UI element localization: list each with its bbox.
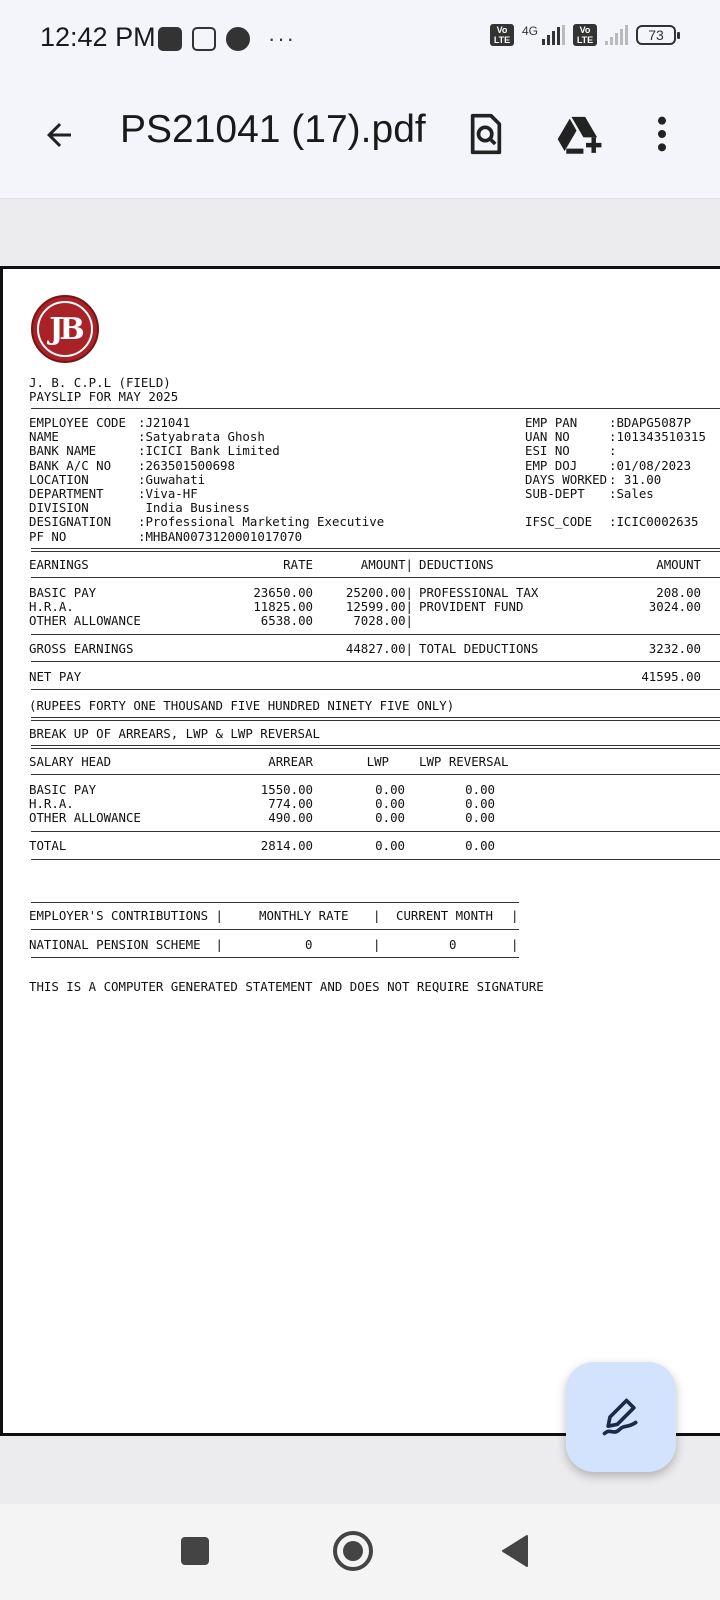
- detail-value: :MHBAN0073120001017070: [138, 528, 303, 544]
- breakup-total-reversal: 0.00: [465, 838, 495, 853]
- deduction-amount: 208.00: [656, 585, 701, 600]
- divider: [31, 689, 720, 690]
- divider: [31, 929, 519, 930]
- detail-label: DEPARTMENT: [29, 486, 104, 501]
- recents-button[interactable]: [170, 1526, 220, 1576]
- nps-monthly-rate: 0: [305, 937, 313, 952]
- deduction-amount-header: AMOUNT: [656, 557, 701, 572]
- monthly-rate-header: MONTHLY RATE: [259, 908, 349, 923]
- divider: [31, 577, 720, 578]
- divider: [31, 717, 720, 721]
- detail-value: :ICICI Bank Limited: [138, 443, 280, 459]
- current-month-header: CURRENT MONTH: [396, 908, 493, 923]
- breakup-lwp: 0.00: [375, 796, 405, 812]
- detail-value: :263501500698: [138, 457, 235, 473]
- net-pay-in-words: (RUPEES FORTY ONE THOUSAND FIVE HUNDRED NINETY FIVE ONLY): [29, 698, 455, 713]
- earning-name: H.R.A.: [29, 599, 74, 615]
- detail-value: :J21041: [138, 415, 191, 430]
- employer-contributions-header: EMPLOYER'S CONTRIBUTIONS |: [29, 908, 223, 923]
- earning-rate: 11825.00: [253, 599, 313, 615]
- lwp-header: LWP: [366, 754, 389, 769]
- footer-note: THIS IS A COMPUTER GENERATED STATEMENT AND DOES NOT REQUIRE SIGNATURE: [29, 979, 544, 994]
- add-to-drive-button[interactable]: [554, 108, 606, 160]
- signal-icon-2: [605, 25, 628, 45]
- detail-label: DIVISION: [29, 500, 89, 516]
- detail-label: SUB-DEPT: [525, 486, 585, 501]
- network-type: 4G: [521, 24, 538, 38]
- divider: [31, 831, 720, 832]
- detail-value: :Viva-HF: [138, 486, 198, 501]
- detail-value: :Guwahati: [138, 471, 206, 487]
- teams-icon: [226, 27, 250, 51]
- notification-app-icon: [158, 27, 182, 51]
- back-button[interactable]: [34, 110, 84, 160]
- calculator-icon: [192, 27, 216, 51]
- document-title: PS21041 (17).pdf: [120, 108, 426, 151]
- salary-head-header: SALARY HEAD: [29, 754, 112, 769]
- clock: 12:42 PM: [40, 22, 156, 52]
- earning-amount: 25200.00|: [345, 585, 413, 600]
- detail-value: :Professional Marketing Executive: [138, 514, 385, 530]
- edit-annotate-button[interactable]: [566, 1362, 676, 1472]
- find-in-page-icon: [466, 112, 506, 156]
- detail-value: :01/08/2023: [609, 457, 692, 473]
- total-deductions-value: 3232.00: [648, 641, 701, 656]
- breakup-total-arrear: 2814.00: [260, 838, 313, 853]
- detail-value: :101343510315: [609, 429, 706, 445]
- earning-name: OTHER ALLOWANCE: [29, 613, 141, 629]
- find-in-document-button[interactable]: [460, 108, 512, 160]
- detail-label: EMP PAN: [525, 415, 578, 430]
- circle-home-icon: [333, 1531, 373, 1571]
- arrow-left-icon: [41, 117, 77, 153]
- detail-label: DESIGNATION: [29, 514, 112, 530]
- breakup-arrear: 490.00: [268, 810, 313, 826]
- detail-label: DAYS WORKED: [525, 471, 608, 487]
- company-logo: JB: [31, 295, 99, 363]
- arrear-header: ARREAR: [268, 754, 313, 769]
- breakup-total-label: TOTAL: [29, 838, 67, 853]
- divider: [31, 634, 720, 635]
- detail-value: India Business: [138, 500, 250, 516]
- detail-label: NAME: [29, 429, 59, 445]
- detail-value: :BDAPG5087P: [609, 415, 692, 430]
- column-separator: |: [373, 908, 381, 923]
- divider: [31, 957, 519, 958]
- breakup-total-lwp: 0.00: [375, 838, 405, 853]
- breakup-reversal: 0.00: [465, 782, 495, 797]
- home-button[interactable]: [328, 1526, 378, 1576]
- more-notifications-icon: ···: [268, 26, 296, 51]
- column-separator: |: [373, 937, 381, 952]
- nps-current-month: 0: [449, 937, 457, 952]
- earning-amount: 12599.00|: [345, 599, 413, 615]
- divider: [31, 661, 720, 662]
- detail-label: BANK A/C NO: [29, 457, 112, 473]
- detail-label: UAN NO: [525, 429, 570, 445]
- breakup-lwp: 0.00: [375, 810, 405, 826]
- detail-label: EMP DOJ: [525, 457, 578, 473]
- total-deductions-label: TOTAL DEDUCTIONS: [419, 641, 539, 656]
- more-vert-icon: [652, 114, 672, 154]
- net-pay-value: 41595.00: [641, 669, 701, 684]
- breakup-reversal: 0.00: [465, 796, 495, 812]
- deduction-amount: 3024.00: [648, 599, 701, 615]
- breakup-head: OTHER ALLOWANCE: [29, 810, 141, 826]
- battery-icon: 73: [636, 25, 676, 45]
- detail-label: LOCATION: [29, 471, 89, 487]
- detail-value: :ICIC0002635: [609, 514, 699, 530]
- pdf-page[interactable]: [0, 266, 720, 1436]
- divider: [31, 745, 720, 749]
- signal-icon: [542, 25, 565, 45]
- detail-value: : 31.00: [609, 471, 662, 487]
- pen-annotate-icon: [599, 1395, 643, 1439]
- drive-add-icon: [556, 112, 604, 156]
- earning-amount: 7028.00|: [353, 613, 413, 629]
- gross-earnings-value: 44827.00|: [345, 641, 413, 656]
- rate-header: RATE: [283, 557, 313, 572]
- divider: [31, 774, 720, 775]
- divider: [31, 902, 519, 903]
- detail-label: PF NO: [29, 528, 67, 544]
- breakup-lwp: 0.00: [375, 782, 405, 797]
- divider: [31, 548, 720, 552]
- divider: [31, 408, 720, 409]
- earnings-header: EARNINGS: [29, 557, 89, 572]
- deduction-name: PROVIDENT FUND: [419, 599, 524, 615]
- detail-label: ESI NO: [525, 443, 570, 459]
- earning-rate: 6538.00: [260, 613, 313, 629]
- breakup-head: BASIC PAY: [29, 782, 97, 797]
- triangle-back-icon: [499, 1534, 531, 1568]
- earning-rate: 23650.00: [253, 585, 313, 600]
- breakup-arrear: 774.00: [268, 796, 313, 812]
- breakup-reversal: 0.00: [465, 810, 495, 826]
- square-icon: [181, 1537, 209, 1565]
- breakup-title: BREAK UP OF ARREARS, LWP & LWP REVERSAL: [29, 726, 320, 741]
- column-separator: |: [511, 937, 519, 952]
- detail-label: BANK NAME: [29, 443, 97, 459]
- amount-header: AMOUNT|: [360, 557, 413, 572]
- detail-value: :Satyabrata Ghosh: [138, 429, 265, 445]
- column-separator: |: [511, 908, 519, 923]
- nps-label: NATIONAL PENSION SCHEME |: [29, 937, 223, 952]
- breakup-arrear: 1550.00: [260, 782, 313, 797]
- detail-label: IFSC_CODE: [525, 514, 593, 530]
- detail-value: :: [609, 443, 617, 459]
- detail-label: EMPLOYEE CODE: [29, 415, 126, 430]
- deduction-name: PROFESSIONAL TAX: [419, 585, 539, 600]
- more-options-button[interactable]: [636, 108, 688, 160]
- system-navigation-bar: [0, 1504, 720, 1600]
- breakup-head: H.R.A.: [29, 796, 74, 812]
- volte-icon: Vo LTE: [490, 24, 514, 46]
- company-name: J. B. C.P.L (FIELD): [29, 375, 171, 390]
- deductions-header: DEDUCTIONS: [419, 557, 494, 572]
- gross-earnings-label: GROSS EARNINGS: [29, 641, 134, 656]
- system-back-button[interactable]: [490, 1526, 540, 1576]
- divider: [31, 859, 720, 860]
- payslip-period: PAYSLIP FOR MAY 2025: [29, 389, 179, 404]
- volte-icon-2: Vo LTE: [573, 24, 597, 46]
- app-bar: [0, 80, 720, 199]
- status-bar: [0, 0, 720, 80]
- earning-name: BASIC PAY: [29, 585, 97, 600]
- detail-value: :Sales: [609, 486, 654, 501]
- net-pay-label: NET PAY: [29, 669, 82, 684]
- lwp-reversal-header: LWP REVERSAL: [419, 754, 509, 769]
